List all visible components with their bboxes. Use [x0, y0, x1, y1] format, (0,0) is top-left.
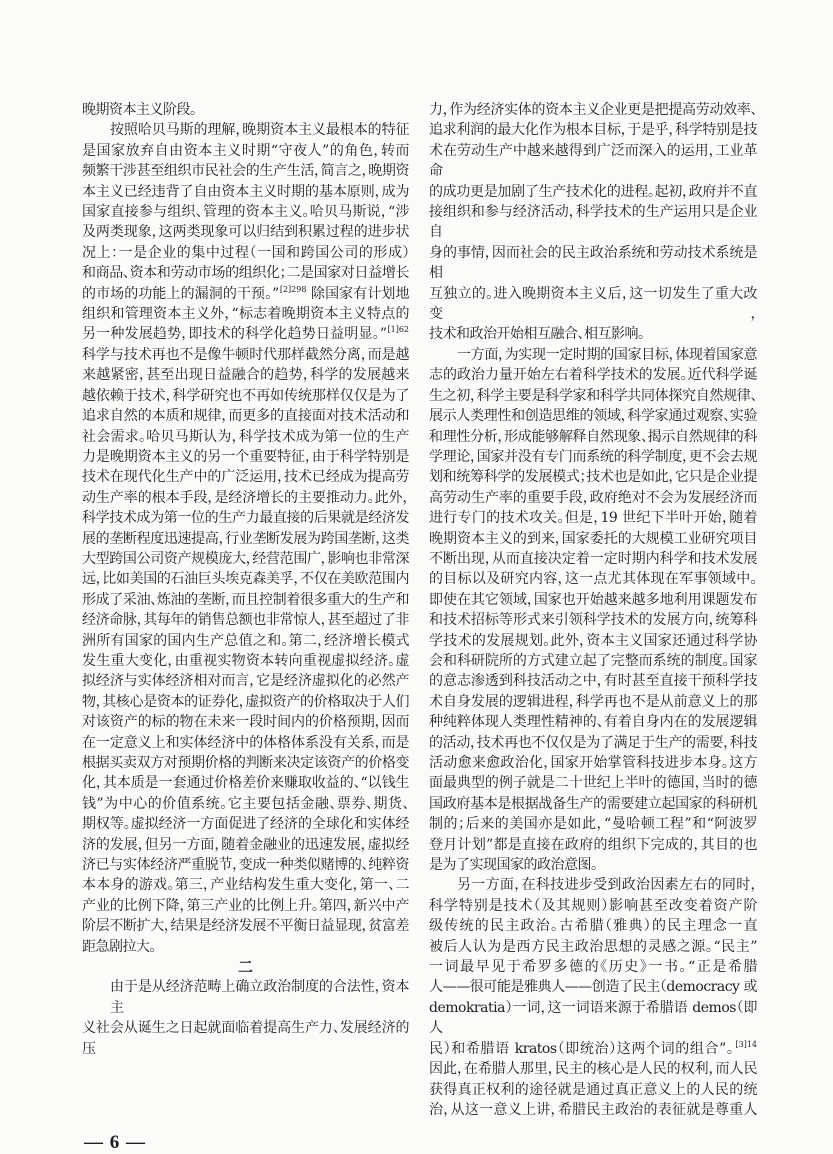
text-line: 互独立的。进入晚期资本主义后，这一切发生了重大改变， [429, 285, 757, 323]
text-line: 按照哈贝马斯的理解，晚期资本主义最根本的特征 [110, 122, 409, 139]
text-line: 的目标以及研究内容，这一点尤其体现在军事领域中。 [429, 571, 757, 588]
text-line: 的意志渗透到科技活动之中，有时甚至直接干预科学技 [429, 673, 757, 690]
text-line: 国政府基本是根据战备生产的需要建立起国家的科研机 [429, 795, 757, 812]
text-line: 会和科研院所的方式建立起了完整而系统的制度。国家 [429, 652, 757, 669]
text-line: 经济命脉，其每年的销售总额也非常惊人，甚至超过了非 [82, 612, 409, 629]
text-line: 晚期资本主义阶段。 [82, 102, 197, 118]
text-line: 对该资产的标的物在未来一段时间内的价格预期，因而 [82, 714, 409, 731]
text-line: 种纯粹体现人类理性精神的、有着自身内在的发展逻辑 [429, 714, 757, 731]
left-text-column [82, 100, 409, 1059]
text-line: 生之初，科学主要是科学家和科学共同体探究自然规律、 [429, 387, 757, 404]
text-line: 来越紧密，甚至出现日益融合的趋势，科学的发展越来 [82, 367, 409, 384]
text-line: 国家直接参与组织、管理的资本主义。哈贝马斯说，“涉 [82, 204, 409, 221]
text-line: 力是晚期资本主义的另一个重要特征，由于科学特别是 [82, 448, 409, 465]
text-line: 活动愈来愈政治化，国家开始掌管科技进步本身。这方 [429, 755, 757, 771]
text-line: 洲所有国家的国内生产总值之和。第二，经济增长模式 [82, 632, 409, 649]
text-line: 级传统的民主政治。古希腊（雅典）的民主理念一直 [429, 918, 757, 935]
page-number: — 6 — [84, 1132, 146, 1153]
text-line: 义社会从诞生之日起就面临着提高生产力、发展经济的压 [82, 1020, 409, 1057]
text-line: 因此，在希腊人那里，民主的核心是人民的权利，而人民 [429, 1061, 757, 1078]
line-text: 另一种发展趋势，即技术的科学化趋势日益明显。” [82, 326, 387, 343]
text-line: 和技术招标等形式来引领科学技术的发展方向，统筹科 [429, 612, 757, 629]
text-line: 登月计划”都是直接在政府的组织下完成的，其目的也 [429, 836, 757, 853]
text-line: 由于是从经济范畴上确立政治制度的合法性，资本主 [110, 979, 409, 1016]
text-line: 在一定意义上和实体经济中的体格体系没有关系，而是 [82, 734, 409, 751]
text-line: 接组织和参与经济活动，科学技术的生产运用只是企业自 [429, 204, 757, 241]
text-line: 晚期资本主义的到来，国家委托的大规模工业研究项目 [429, 530, 757, 547]
text-line: 和商品、资本和劳动市场的组织化；二是国家对日益增长 [82, 265, 409, 282]
text-line: 技术在现代化生产中的广泛运用，技术已经成为提高劳 [82, 469, 409, 486]
paragraph [429, 100, 757, 345]
citation-superscript: [1]62 [387, 325, 409, 335]
text-line: 获得真正权利的途径就是通过真正意义上的人民的统 [429, 1081, 757, 1098]
text-line: 的活动，技术再也不仅仅是为了满足于生产的需要，科技 [429, 734, 757, 751]
text-line: 划和统筹科学的发展模式；技术也是如此，它只是企业提 [429, 469, 757, 486]
text-line: 期权等。虚拟经济一方面促进了经济的全球化和实体经 [82, 816, 409, 833]
text-line: 追求利润的最大化作为根本目标，于是乎，科学特别是技 [429, 122, 757, 139]
text-line: 学技术的发展规划。此外，资本主义国家还通过科学协 [429, 632, 757, 649]
text-line: 人——很可能是雅典人——创造了民主（democracy 或 [429, 979, 757, 996]
text-line: 动生产率的根本手段，是经济增长的主要推动力。此外， [82, 489, 409, 506]
text-line: 远，比如美国的石油巨头埃克森美孚，不仅在美欧范围内 [82, 571, 409, 588]
text-line: 和理性分析，形成能够解释自然现象、揭示自然规律的科 [429, 428, 757, 445]
line-text: 除国家有计划地 [306, 285, 409, 302]
text-line: 本主义已经违背了自由资本主义时期的基本原则，成为 [82, 183, 409, 200]
paragraph [82, 120, 409, 957]
text-line: 科学特别是技术（及其规则）影响甚至改变着资产阶 [429, 897, 757, 914]
paragraph [429, 875, 757, 1120]
text-line: 术自身发展的逻辑进程，科学再也不是从前意义上的那 [429, 693, 757, 710]
text-line: 大型跨国公司资产规模庞大，经营范围广，影响也非常深 [82, 550, 409, 567]
text-line: 是国家放弃自由资本主义时期“守夜人”的角色，转而 [82, 142, 409, 159]
text-line: 组织和管理资本主义外，“标志着晚期资本主义特点的 [82, 306, 409, 323]
section-heading: 二 [237, 958, 253, 977]
text-line: 化，其本质是一套通过价格差价来赚取收益的、“以钱生 [82, 775, 409, 792]
text-line: 志的政治力量开始左右着科学技术的发展。近代科学诞 [429, 367, 757, 384]
text-line: 追求自然的本质和规律，而更多的直接面对技术活动和 [82, 408, 409, 425]
text-line: 展的垄断程度迅速提高，行业垄断发展为跨国垄断，这类 [82, 530, 409, 547]
text-line: 济的发展，但另一方面，随着金融业的迅速发展，虚拟经 [82, 836, 409, 853]
text-line: 学理论，国家并没有专门而系统的科学制度，更不会去规 [429, 448, 757, 465]
text-line: 一词最早见于希罗多德的《历史》一书。“正是希腊 [429, 959, 757, 976]
citation-superscript: [2]298 [279, 284, 307, 294]
text-line: 物，其核心是资本的证券化，虚拟资产的价格取决于人们 [82, 693, 409, 710]
text-line: 进行专门的技术攻关。但是，19 世纪下半叶开始，随着 [429, 510, 757, 527]
text-line: 治，从这一意义上讲，希腊民主政治的表征就是尊重人 [429, 1101, 757, 1118]
right-text-column [429, 100, 757, 1120]
text-line: 科学与技术再也不是像牛顿时代那样截然分离，而是越 [82, 346, 409, 363]
text-line: 济已与实体经济严重脱节，变成一种类似赌博的、纯粹资 [82, 857, 409, 874]
text-line: 频繁干涉甚至组织市民社会的生产生活，简言之，晚期资 [82, 163, 409, 180]
paragraph [82, 100, 409, 120]
line-text: 的市场的功能上的漏洞的干预。” [82, 285, 279, 302]
text-line: 拟经济与实体经济相对而言，它是经济虚拟化的必然产 [82, 673, 409, 690]
line-text: 民）和希腊语 kratos（即统治）这两个词的组合”。 [429, 1040, 735, 1057]
text-line: 面最典型的例子就是二十世纪上半叶的德国，当时的德 [429, 775, 757, 792]
text-line: 力，作为经济实体的资本主义企业更是把提高劳动效率、 [429, 102, 757, 118]
text-line: 不断出现，从而直接决定着一定时期内科学和技术发展 [429, 550, 757, 567]
text-line: demokratia）一词，这一词语来源于希腊语 demos（即人 [429, 999, 757, 1037]
text-line: 本本身的游戏。第三，产业结构发生重大变化，第一、二 [82, 877, 409, 894]
text-line: 发生重大变化，由重视实物资本转向重视虚拟经济。虚 [82, 652, 409, 669]
text-line: 术在劳动生产中越来越得到广泛而深入的运用，工业革命 [429, 142, 757, 180]
text-line: 距急剧拉大。 [82, 938, 156, 955]
text-line: 身的事情，因而社会的民主政治系统和劳动技术系统是相 [429, 244, 757, 282]
text-line: 根据买卖双方对预期价格的判断来决定该资产的价格变 [82, 755, 409, 771]
text-line: 科学技术成为第一位的生产力最直接的后果就是经济发 [82, 510, 409, 527]
text-line: 另一方面，在科技进步受到政治因素左右的同时， [457, 877, 757, 894]
text-line [429, 1039, 757, 1059]
text-line: 形成了采油、炼油的垄断，而且控制着很多重大的生产和 [82, 591, 409, 608]
text-line: 被后人认为是西方民主政治思想的灵感之源。“民主” [429, 938, 757, 955]
citation-superscript: [3]14 [735, 1039, 757, 1049]
text-line [82, 324, 409, 344]
text-line: 的成功更是加剧了生产技术化的进程。起初，政府并不直 [429, 183, 757, 200]
text-line: 展示人类理性和创造思维的领域，科学家通过观察、实验 [429, 408, 757, 425]
text-line: 社会需求。哈贝马斯认为，科学技术成为第一位的生产 [82, 428, 409, 445]
text-line: 钱”为中心的价值系统。它主要包括金融、票券、期货、 [82, 795, 409, 812]
text-line: 一方面，为实现一定时期的国家目标，体现着国家意 [457, 346, 757, 363]
text-line: 阶层不断扩大，结果是经济发展不平衡日益显现，贫富差 [82, 918, 409, 935]
paragraph [429, 345, 757, 876]
text-line: 越依赖于技术，科学研究也不再如传统那样仅仅是为了 [82, 387, 409, 404]
text-line: 产业的比例下降，第三产业的比例上升。第四，新兴中产 [82, 897, 409, 914]
text-line [82, 284, 409, 304]
paragraph [82, 977, 409, 1059]
text-line: 况上：一是企业的集中过程（一国和跨国公司的形成） [82, 244, 409, 261]
text-line: 制的；后来的美国亦是如此，“曼哈顿工程”和“阿波罗 [429, 816, 757, 833]
text-line: 是为了实现国家的政治意图。 [429, 857, 598, 874]
text-line: 技术和政治开始相互融合、相互影响。 [429, 326, 645, 343]
text-line: 即使在其它领域，国家也开始越来越多地利用课题发布 [429, 591, 757, 608]
text-line: 高劳动生产率的重要手段，政府绝对不会为发展经济而 [429, 489, 757, 506]
text-line: 及两类现象，这两类现象可以归结到积累过程的进步状 [82, 224, 409, 241]
